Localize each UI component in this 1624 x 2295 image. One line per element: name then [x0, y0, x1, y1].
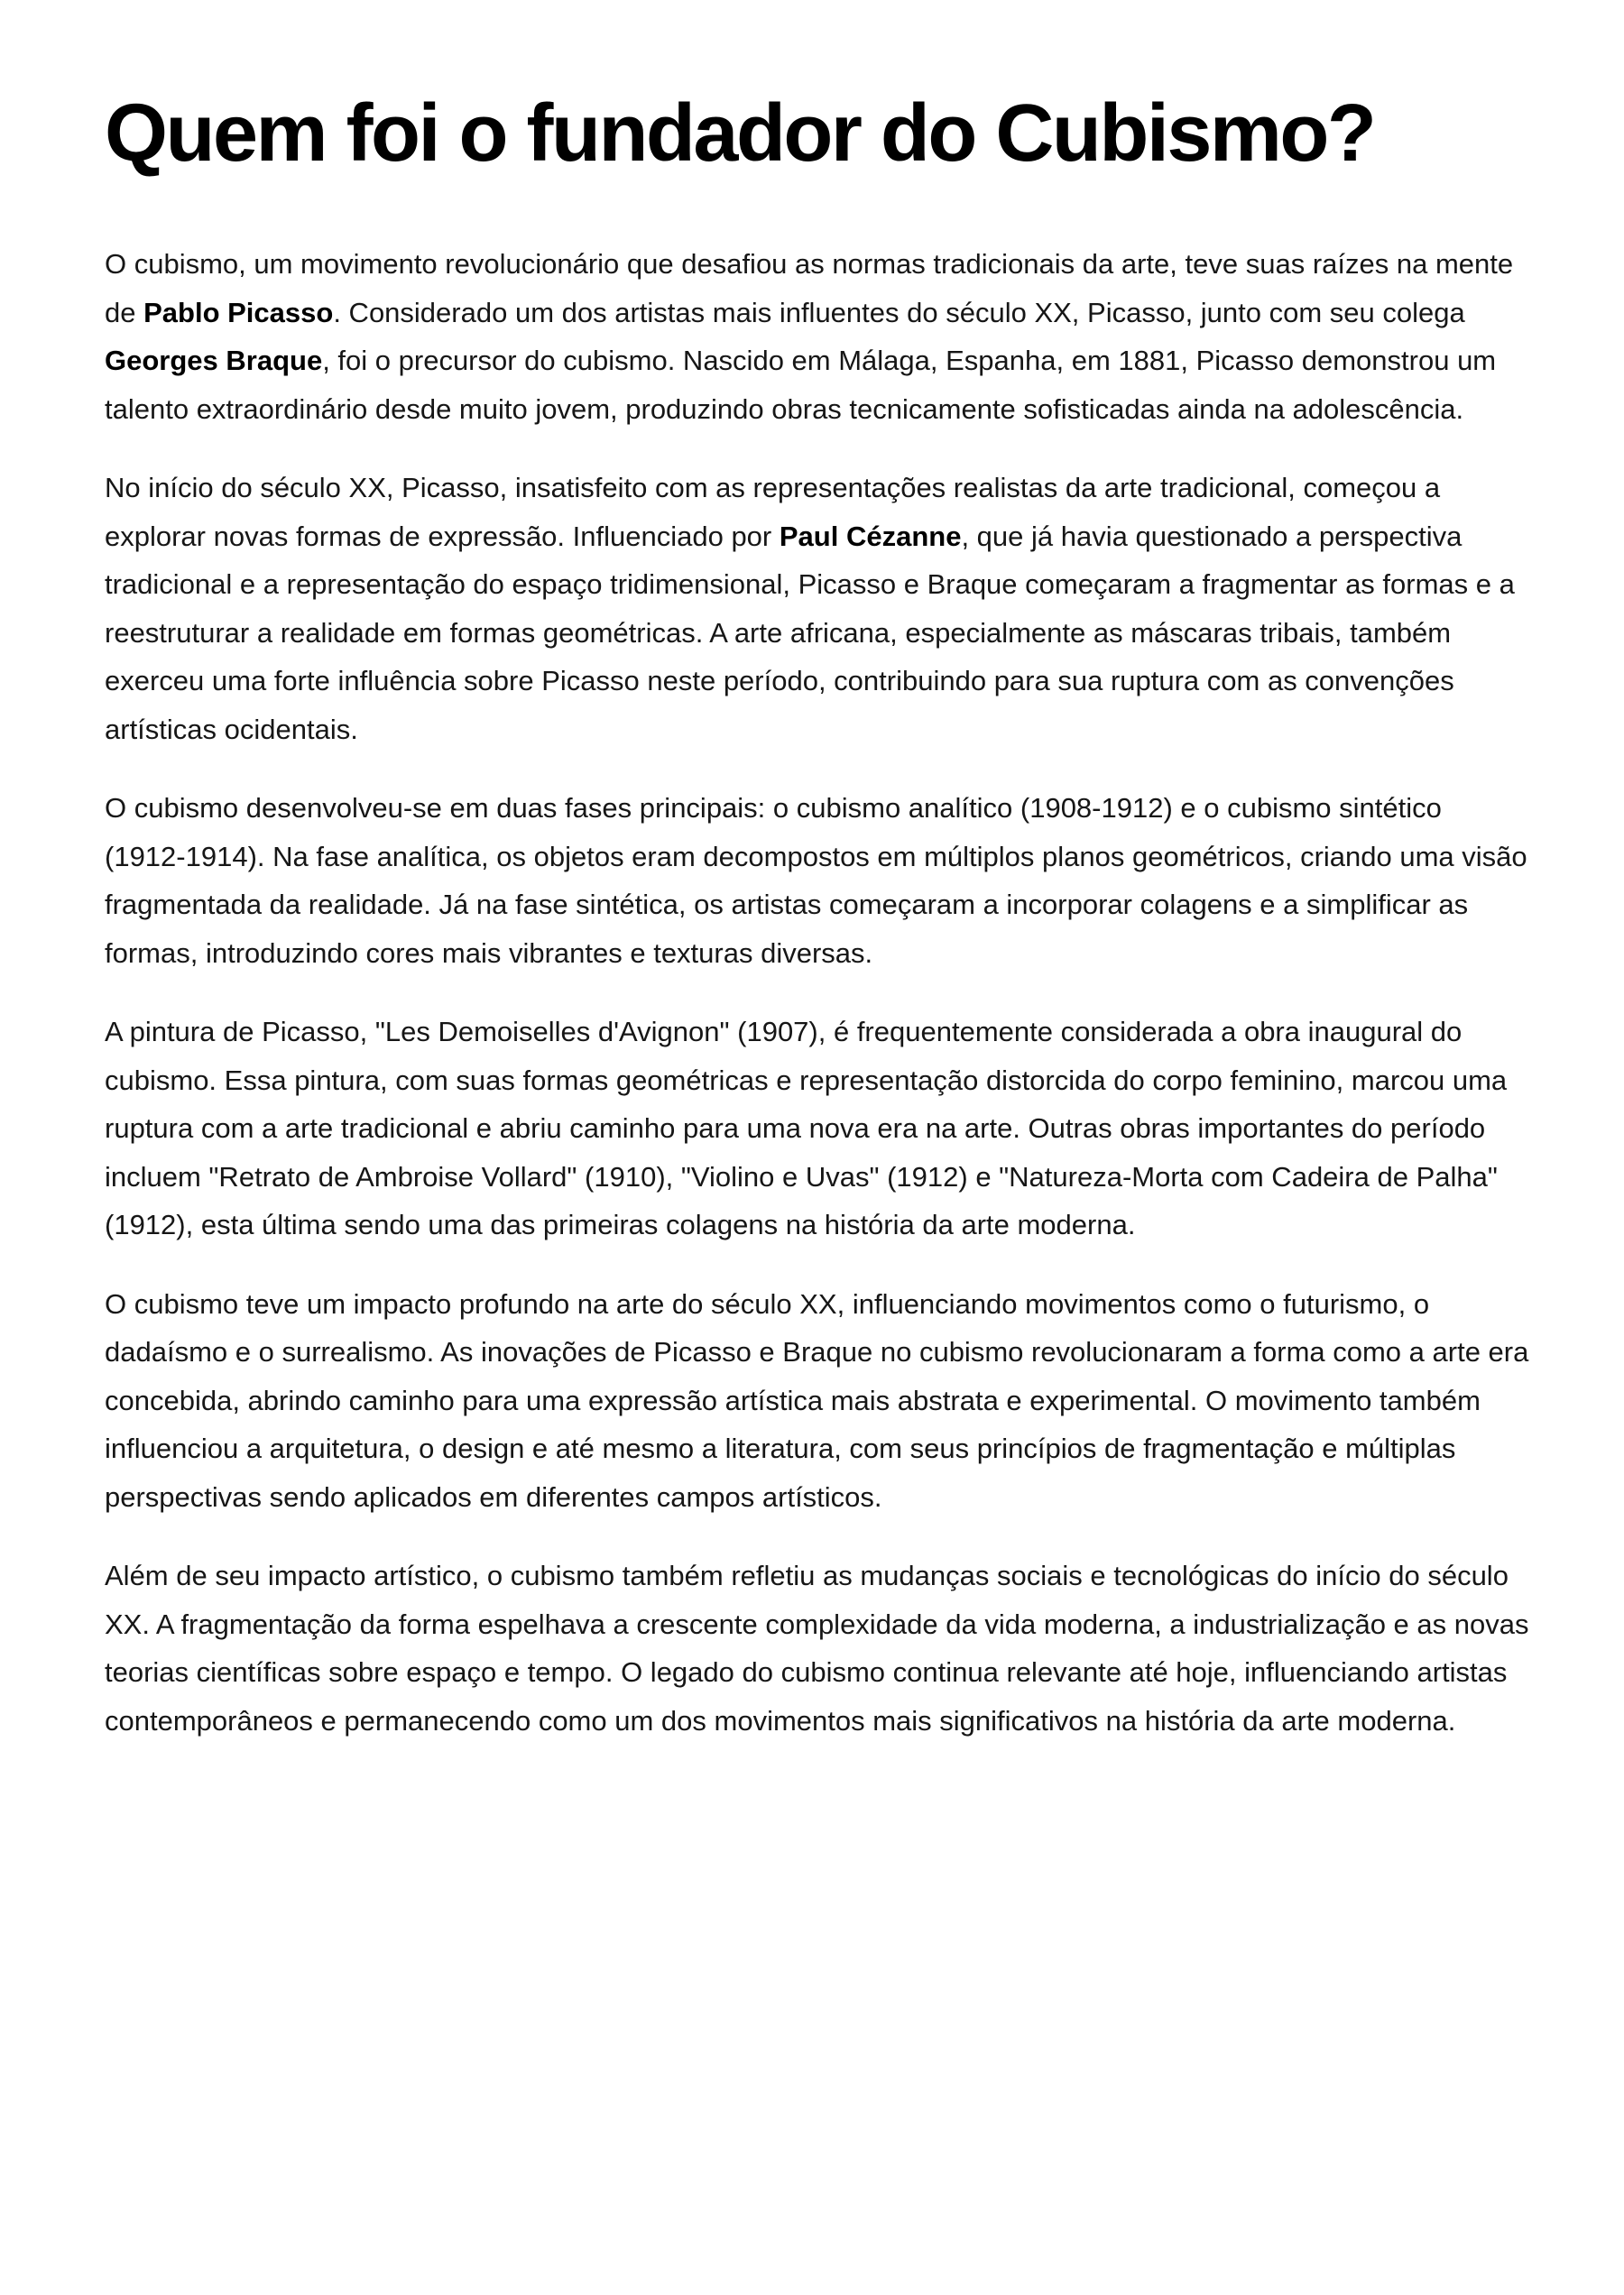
bold-name-pablo-picasso: Pablo Picasso	[143, 296, 334, 328]
paragraph-text: A pintura de Picasso, "Les Demoiselles d'Avignon" (1907), é frequentemente considerada a obra inaugural do cubismo. Essa pintura, com suas formas geométricas e representação distorcida do corpo feminino, marcou uma ruptura com a arte tradicional e abriu caminho para uma nova era na arte. Outras obras importantes do período incluem "Retrato de Ambroise Vollard" (1910), "Violino e Uvas" (1912) e "Natureza-Morta com Cadeira de Palha" (1912), esta última sendo uma das primeiras colagens na história da arte moderna.	[105, 1016, 1508, 1240]
page-title: Quem foi o fundador do Cubismo?	[105, 88, 1375, 179]
paragraph-text: No início do século XX, Picasso, insatisfeito com as representações realistas da arte tradicional, começou a explorar novas formas de expressão. Influenciado por	[105, 472, 1441, 552]
paragraph-2	[105, 464, 1530, 753]
paragraph-1	[105, 240, 1530, 433]
paragraph-text: , que já havia questionado a perspectiva tradicional e a representação do espaço tridimensional, Picasso e Braque começaram a fragmentar as formas e a reestruturar a realidade em formas geométricas. A arte africana, especialmente as máscaras tribais, também exerceu uma forte influência sobre Picasso neste período, contribuindo para sua ruptura com as convenções artísticas ocidentais.	[105, 520, 1515, 745]
bold-name-paul-cezanne: Paul Cézanne	[779, 520, 962, 552]
paragraph-text: O cubismo, um movimento revolucionário que desafiou as normas tradicionais da arte, teve suas raízes na mente de	[105, 248, 1514, 328]
paragraph-3	[105, 784, 1530, 977]
paragraph-text: O cubismo desenvolveu-se em duas fases principais: o cubismo analítico (1908-1912) e o cubismo sintético (1912-1914). Na fase analítica, os objetos eram decompostos em múltiplos planos geométricos, criando uma visão fragmentada da realidade. Já na fase sintética, os artistas começaram a incorporar colagens e a simplificar as formas, introduzindo cores mais vibrantes e texturas diversas.	[105, 792, 1527, 969]
paragraph-text: O cubismo teve um impacto profundo na arte do século XX, influenciando movimentos como o futurismo, o dadaísmo e o surrealismo. As inovações de Picasso e Braque no cubismo revolucionaram a forma como a arte era concebida, abrindo caminho para uma expressão artística mais abstrata e experimental. O movimento também influenciou a arquitetura, o design e até mesmo a literatura, com seus princípios de fragmentação e múltiplas perspectivas sendo aplicados em diferentes campos artísticos.	[105, 1287, 1529, 1513]
paragraph-5	[105, 1280, 1530, 1522]
document-page	[105, 79, 1530, 1775]
paragraph-4	[105, 1008, 1530, 1249]
paragraph-text: , foi o precursor do cubismo. Nascido em Málaga, Espanha, em 1881, Picasso demonstrou um talento extraordinário desde muito jovem, produzindo obras tecnicamente sofisticadas ainda na adolescência.	[105, 345, 1497, 425]
paragraph-6	[105, 1552, 1530, 1745]
article-body	[105, 240, 1530, 1745]
bold-name-georges-braque: Georges Braque	[105, 345, 323, 376]
paragraph-text: Além de seu impacto artístico, o cubismo também refletiu as mudanças sociais e tecnológicas do início do século XX. A fragmentação da forma espelhava a crescente complexidade da vida moderna, a industrialização e as novas teorias científicas sobre espaço e tempo. O legado do cubismo continua relevante até hoje, influenciando artistas contemporâneos e permanecendo como um dos movimentos mais significativos na história da arte moderna.	[105, 1560, 1529, 1737]
paragraph-text: . Considerado um dos artistas mais influentes do século XX, Picasso, junto com seu colega	[333, 296, 1465, 328]
